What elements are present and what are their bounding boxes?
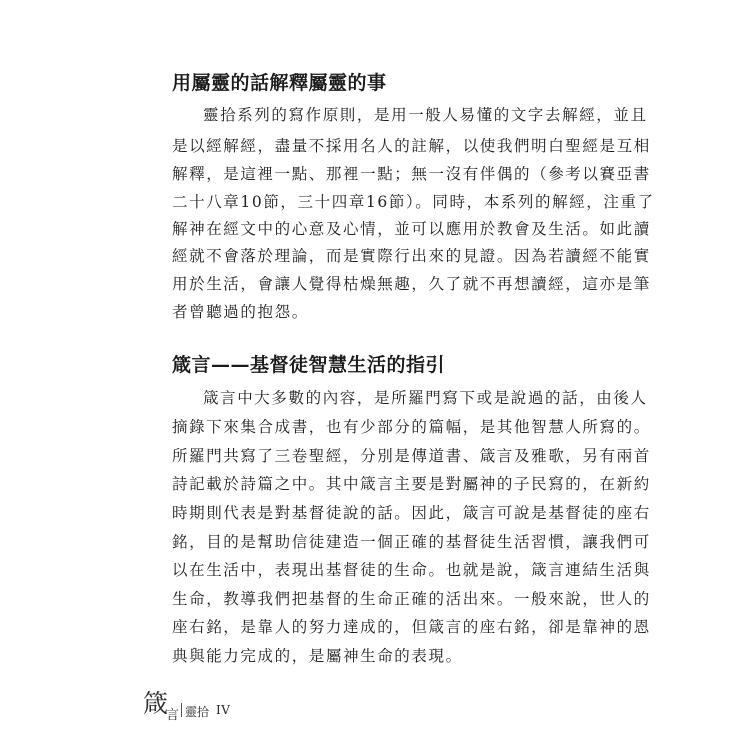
footer-book-title-small: 言 [166, 708, 180, 723]
paragraph-line: 用於生活，會讓人覺得枯燥無趣，久了就不再想讀經，這亦是筆 [172, 275, 651, 293]
section-heading-1: 用屬靈的話解釋屬靈的事 [172, 72, 387, 94]
footer-divider [181, 703, 182, 717]
paragraph-line: 靈拾系列的寫作原則，是用一般人易懂的文字去解經，並且 [203, 106, 648, 124]
paragraph-line: 座右銘，是靠人的努力達成的，但箴言的座右銘，卻是靠神的恩 [172, 618, 651, 636]
section-heading-2: 箴言——基督徒智慧生活的指引 [172, 354, 446, 376]
paragraph-line: 摘錄下來集合成書，也有少部分的篇幅，是其他智慧人所寫的。 [172, 418, 651, 436]
paragraph-line: 二十八章10節，三十四章16節）。同時，本系列的解經，注重了 [172, 193, 655, 211]
paragraph-line: 詩記載於詩篇之中。其中箴言主要是對屬神的子民寫的，在新約 [172, 475, 651, 493]
paragraph-line: 時期則代表是對基督徒說的話。因此，箴言可說是基督徒的座右 [172, 504, 651, 522]
paragraph-line: 以在生活中，表現出基督徒的生命。也就是說，箴言連結生活與 [172, 561, 651, 579]
paragraph-line: 所羅門共寫了三卷聖經，分別是傳道書、箴言及雅歌，另有兩首 [172, 447, 651, 465]
page-number: IV [216, 703, 231, 717]
paragraph-line: 解釋，是這裡一點、那裡一點；無一沒有伴偶的（參考以賽亞書 [172, 165, 651, 183]
paragraph-line: 箴言中大多數的內容，是所羅門寫下或是說過的話，由後人 [203, 389, 648, 407]
paragraph-line: 典與能力完成的，是屬神生命的表現。 [172, 647, 463, 665]
paragraph-line: 者曾聽過的抱怨。 [172, 303, 309, 321]
paragraph-line: 是以經解經，盡量不採用名人的註解，以使我們明白聖經是互相 [172, 137, 651, 155]
paragraph-line: 生命，教導我們把基督的生命正確的活出來。一般來說，世人的 [172, 590, 651, 608]
footer-series-name: 靈拾 [185, 705, 210, 719]
footer-book-title-large: 箴 [143, 689, 169, 718]
paragraph-line: 銘，目的是幫助信徒建造一個正確的基督徒生活習慣，讓我們可 [172, 533, 651, 551]
paragraph-line: 解神在經文中的心意及心情，並可以應用於教會及生活。如此讀 [172, 220, 651, 238]
paragraph-line: 經就不會落於理論，而是實際行出來的見證。因為若讀經不能實 [172, 247, 651, 265]
